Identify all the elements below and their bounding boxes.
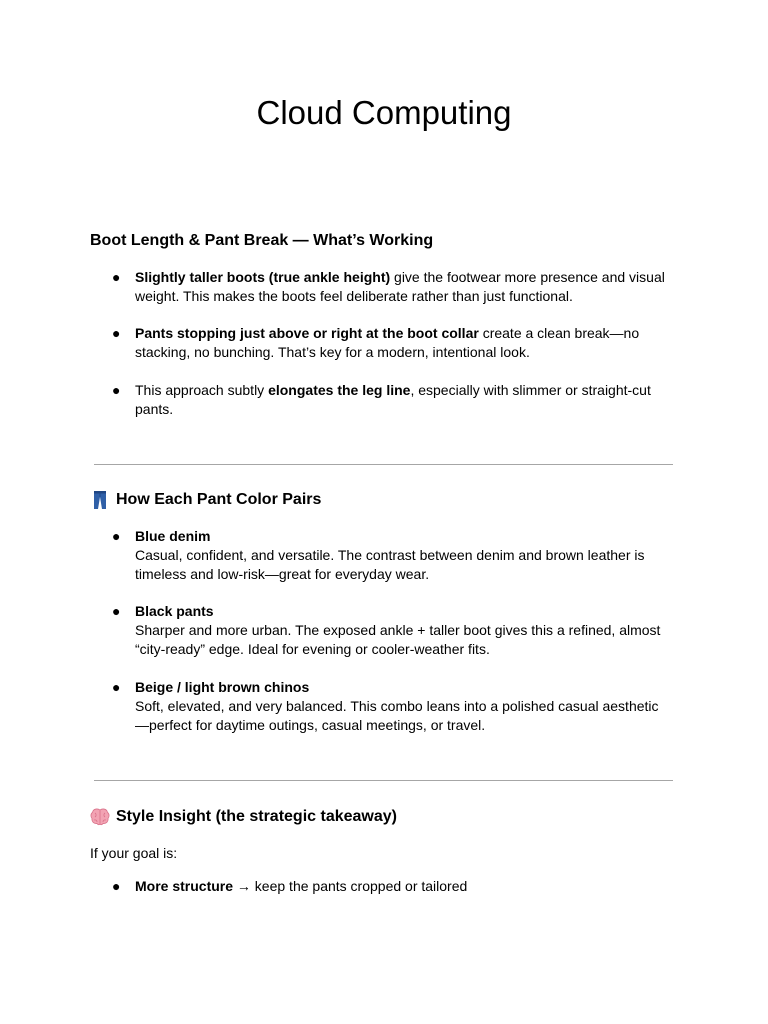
plain-text: This approach subtly [135,382,269,398]
section-heading-style-insight [90,806,397,828]
item-description: Soft, elevated, and very balanced. This combo leans into a polished casual aesthetic—perfect for daytime outings, casual meetings, or travel. [135,698,659,733]
list-item-text [135,602,670,659]
bold-text: More structure [135,878,234,894]
item-label: Beige / light brown chinos [135,679,310,695]
section-heading-text: Boot Length & Pant Break — What’s Working [90,232,434,249]
bold-text: Pants stopping just above or right at the boot collar [135,325,479,341]
document-title: Cloud Computing [256,94,512,131]
bullet-dot: ● [112,528,121,544]
list-item-text [135,324,670,362]
section-heading-text: Style Insight (the strategic takeaway) [116,808,397,825]
item-label: Blue denim [135,528,211,544]
list-item-text [135,268,670,306]
plain-text: → keep the pants cropped or tailored [233,878,468,894]
item-description: Casual, confident, and versatile. The contrast between denim and brown leather is timeless and low-risk—great for everyday wear. [135,547,645,582]
bold-text: Slightly taller boots (true ankle height) [135,269,391,285]
item-description: Sharper and more urban. The exposed ankle + taller boot gives this a refined, almost “city-ready” edge. Ideal for evening or cooler-weather fits. [135,622,661,657]
jeans-icon [90,490,110,510]
bullet-dot: ● [112,269,121,285]
brain-icon [90,807,110,827]
bullet-dot: ● [112,878,121,894]
section-heading-boot-length [90,230,433,252]
intro-paragraph: If your goal is: [90,845,178,861]
list-item-text [135,527,670,584]
item-label: Black pants [135,603,214,619]
bullet-dot: ● [112,603,121,619]
bullet-dot: ● [112,382,121,398]
horizontal-rule [94,780,673,781]
list-item-text [135,877,670,896]
list-item-text [135,678,670,735]
bullet-dot: ● [112,679,121,695]
bold-text: elongates the leg line [268,382,411,398]
horizontal-rule [94,464,673,465]
plain-text: give the footwear more presence and visual weight. This makes the boots feel deliberate rather than just functional. [135,269,665,304]
plain-text: create a clean break—no stacking, no bunching. That’s key for a modern, intentional look. [135,325,640,360]
list-item-text [135,381,670,419]
plain-text: , especially with slimmer or straight-cut pants. [135,382,651,417]
section-heading-pant-colors [90,489,321,511]
bullet-dot: ● [112,325,121,341]
section-heading-text: How Each Pant Color Pairs [116,491,322,508]
